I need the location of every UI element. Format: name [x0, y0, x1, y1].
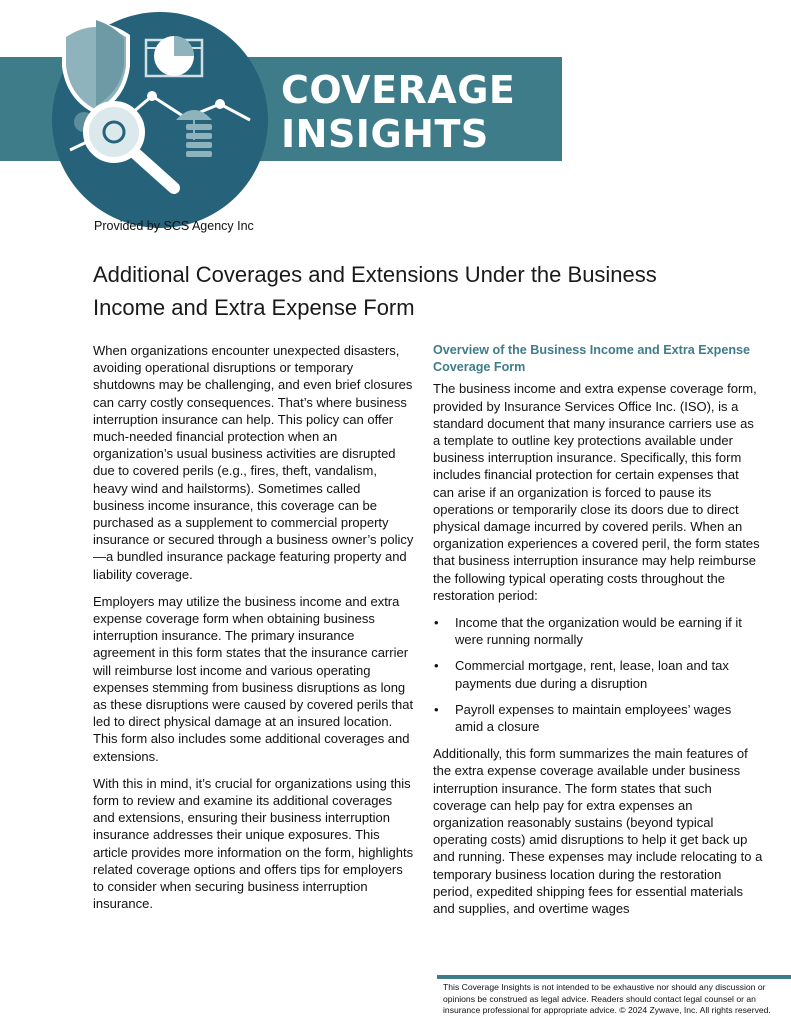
bullet-list	[433, 614, 763, 735]
banner-title-line2: INSIGHTS	[281, 112, 489, 156]
right-column	[433, 342, 763, 927]
section-heading: Overview of the Business Income and Extra Expense Coverage Form	[433, 343, 751, 375]
left-column	[93, 342, 415, 923]
coverage-insights-logo	[44, 0, 276, 232]
list-item: • Income that the organization would be earning if it were running normally	[433, 614, 763, 648]
document-title: Additional Coverages and Extensions Under the Business Income and Extra Expense Form	[93, 262, 657, 320]
pie-chart-icon	[154, 36, 194, 76]
list-item: • Payroll expenses to maintain employees’ wages amid a closure	[433, 701, 763, 735]
paragraph: Additionally, this form summarizes the main features of the extra expense coverage available under business interruption insurance. The form states that such coverage can help pay for extra expenses an organization reasonably sustains (beyond typical operating costs) amid disruptions to help it get back up and running. These expenses may include relocating to a temporary business location during the restoration period, expedited shipping fees for essential materials and supplies, and overtime wages	[433, 746, 763, 917]
footer-rule	[437, 975, 791, 979]
banner-title	[281, 68, 515, 156]
list-item: • Commercial mortgage, rent, lease, loan and tax payments due during a disruption	[433, 657, 763, 691]
paragraph: Employers may utilize the business income and extra expense coverage form when obtaining business interruption insurance. The primary insurance agreement in this form states that the insurance carrier will reimburse lost income and various operating expenses stemming from business disruptions as long as these disruptions were caused by covered perils that led to direct physical damage at an insured location. This form also includes some additional coverages and extensions.	[93, 593, 414, 764]
footer-disclaimer: This Coverage Insights is not intended to be exhaustive nor should any discussion or opinions be construed as legal advice. Readers should contact legal counsel or an insurance professional for appropriate advice. © 2024 Zywave, Inc. All rights reserved.	[443, 982, 771, 1015]
paragraph: When organizations encounter unexpected disasters, avoiding operational disruptions or temporary shutdowns may be challenging, and even brief closures can carry costly consequences. That’s where business interruption insurance can help. This policy can offer much-needed financial protection when an organization’s usual business activities are disrupted due to covered perils (e.g., fires, theft, vandalism, heavy wind and hailstorms). Sometimes called business income insurance, this coverage can be purchased as a supplement to commercial property insurance or secured through a business owner’s policy—a bundled insurance package featuring property and liability coverage.	[93, 343, 414, 582]
banner-title-line1: COVERAGE	[281, 68, 516, 112]
provided-by: Provided by SCS Agency Inc	[94, 219, 254, 233]
paragraph: With this in mind, it’s crucial for organizations using this form to review and examine its additional coverages and extensions, ensuring their business interruption insurance addresses their unique exposures. This article provides more information on the form, highlights related coverage options and offers tips for employers to consider when securing business interruption insurance.	[93, 775, 414, 912]
paragraph: The business income and extra expense coverage form, provided by Insurance Services Office Inc. (ISO), is a standard document that many insurance carriers use as a template to outline key protections available under business interruption insurance. Specifically, this form includes financial protection for certain expenses that can arise if an organization is forced to pause its operations or temporarily close its doors due to direct physical damage incurred by covered perils. When an organization experiences a covered peril, the form states that business interruption insurance may help reimburse the following typical operating costs throughout the restoration period:	[433, 381, 760, 603]
